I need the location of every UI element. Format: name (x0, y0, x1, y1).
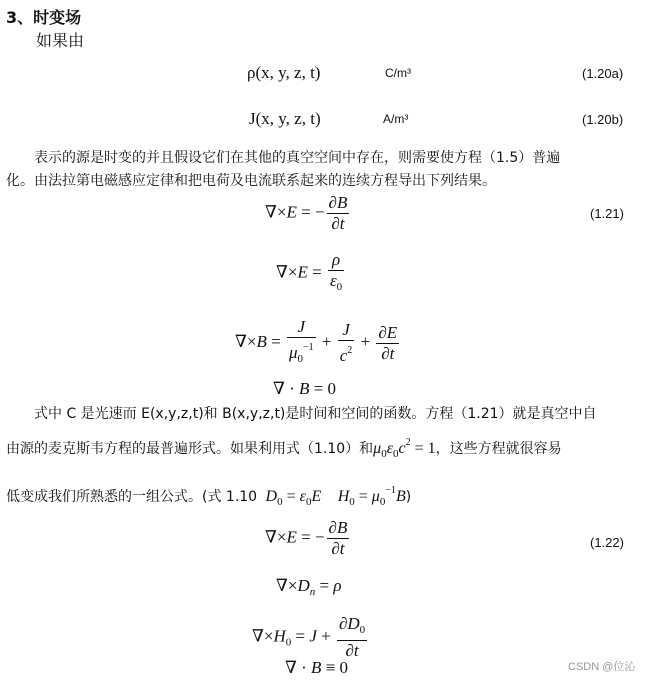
csdn-watermark: CSDN @位沁 (568, 661, 636, 673)
div-d-rho: $\nabla\times D_n = \rho$ (276, 576, 342, 598)
paragraph2-line1: 式中 C 是光速而 E(x,y,z,t)和 B(x,y,z,t)是时间和空间的函数。方程（1.21）就是真空中自 (34, 406, 597, 422)
intro-text: 如果由 (36, 31, 85, 50)
curl-e-faraday: ∇×E = − $\frac{\partial B}{\partial t}$ (265, 193, 348, 233)
paragraph2-line2 (6, 437, 562, 460)
div-e-gauss: ∇×E = $\frac{\rho}{\varepsilon_0}$ (276, 250, 343, 293)
section-title: 3、时变场 (6, 8, 82, 27)
paragraph2-line3-before: 低变成我们所熟悉的一组公式。(式 1.10 (6, 489, 258, 505)
curl-b-ampere: ∇×B = $\frac{J}{\mu_0^{-1}}$ + $\frac{J}{c^2}$ + $\frac{\partial E}{\partial t}$ (235, 317, 398, 365)
rho-function: ρ(x, y, z, t) (247, 63, 321, 82)
paragraph2-line3-after: ) (405, 489, 412, 505)
equation-number-1-20a: (1.20a) (582, 66, 624, 81)
rho-unit: C/m³ (385, 66, 411, 80)
paragraph2-line2-before: 由源的麦克斯韦方程的最普遍形式。如果利用式（1.10）和 (6, 441, 374, 457)
curl-h-ampere: $\nabla\times H_0 = J$ + $\frac{\partial D_0}{\partial t}$ (252, 614, 366, 660)
j-unit: A/m³ (383, 112, 409, 126)
constitutive-h: $H_0 = \mu_0^{-1}B$ (337, 485, 406, 508)
paragraph1-line2: 化。由法拉第电磁感应定律和把电荷及电流联系起来的连续方程导出下列结果。 (6, 173, 496, 189)
equation-number-1-21: (1.21) (590, 206, 624, 221)
paragraph2-line3 (6, 485, 411, 508)
equation-number-1-20b: (1.20b) (582, 112, 624, 127)
paragraph1-line1: 表示的源是时变的并且假设它们在其他的真空空间中存在，则需要使方程（1.5）普遍 (34, 150, 561, 166)
j-function: J(x, y, z, t) (249, 109, 321, 128)
constitutive-d: $D_0 = \varepsilon_0E$ (265, 488, 322, 508)
mu-eps-c2-relation: $\mu_0\varepsilon_0c^2 = 1$ (373, 437, 436, 460)
curl-e-faraday-2: ∇×E = − $\frac{\partial B}{\partial t}$ (265, 518, 348, 558)
div-b-identically-zero: ∇ · B ≡ 0 (285, 658, 349, 677)
paragraph2-line2-after: ，这些方程就很容易 (435, 441, 562, 457)
div-b-zero: ∇ · B = 0 (273, 379, 337, 398)
equation-number-1-22: (1.22) (590, 535, 624, 550)
